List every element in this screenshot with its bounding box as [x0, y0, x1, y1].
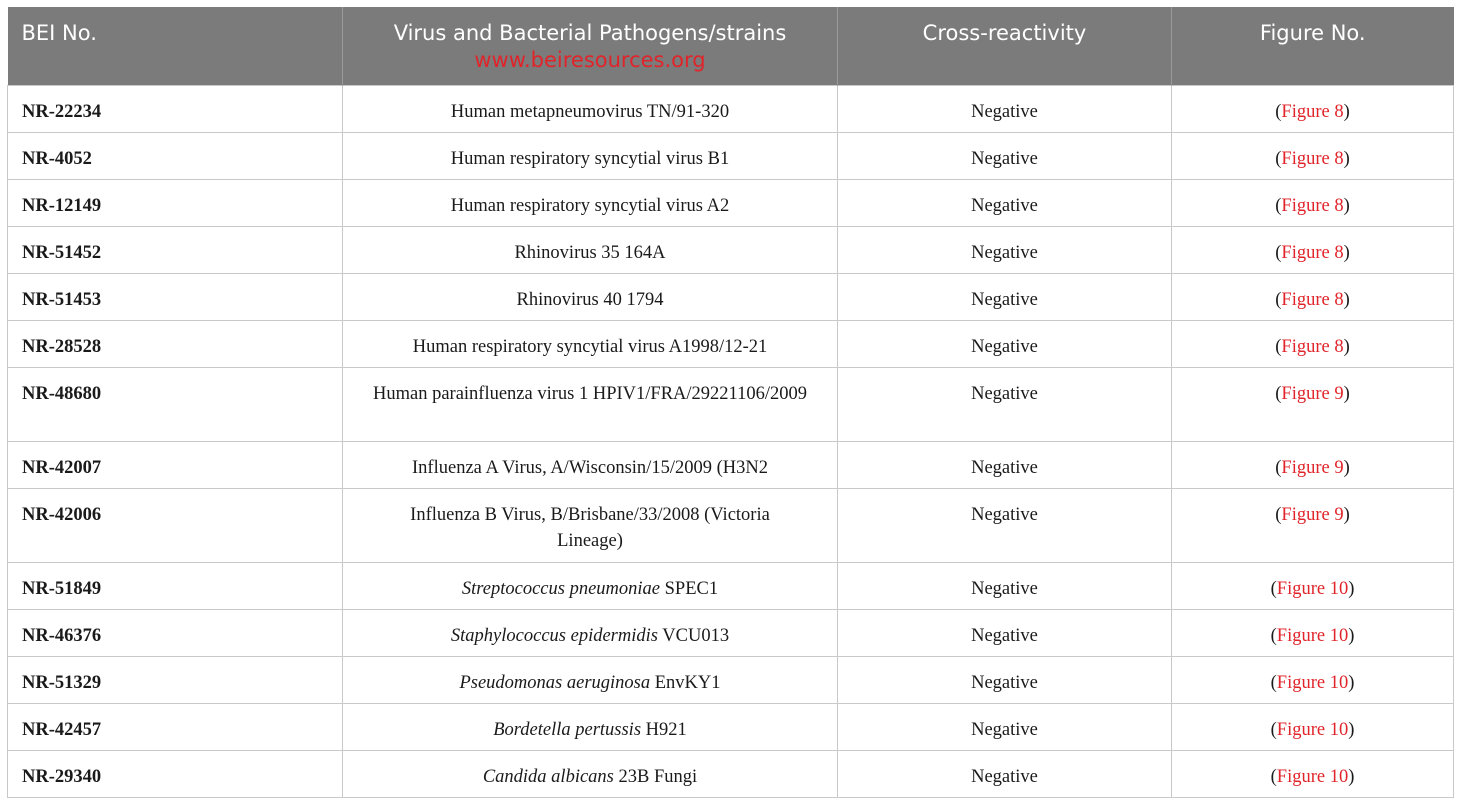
table-row [8, 656, 1454, 703]
table-row [8, 609, 1454, 656]
cell-cross-reactivity: Negative [838, 273, 1172, 320]
paren-open: ( [1275, 504, 1282, 525]
cell-bei-no: NR-48680 [8, 367, 343, 441]
paren-open: ( [1275, 148, 1282, 169]
paren-close: ) [1343, 383, 1350, 404]
header-figure-no: Figure No. [1172, 7, 1454, 85]
header-row [8, 7, 1454, 85]
cell-bei-no: NR-22234 [8, 85, 343, 132]
figure-link[interactable]: Figure 9 [1281, 383, 1344, 404]
cell-figure-no [1172, 562, 1454, 609]
header-bei-no: BEI No. [8, 7, 343, 85]
paren-close: ) [1348, 625, 1355, 646]
paren-open: ( [1270, 719, 1277, 740]
cell-figure-no [1172, 488, 1454, 562]
pathogen-strain: Human respiratory syncytial virus B1 [450, 148, 730, 169]
cell-cross-reactivity: Negative [838, 367, 1172, 441]
table-row [8, 85, 1454, 132]
cell-figure-no [1172, 132, 1454, 179]
pathogen-species: Streptococcus pneumoniae [461, 578, 661, 599]
figure-link[interactable]: Figure 10 [1276, 625, 1349, 646]
pathogen-strain: EnvKY1 [650, 672, 721, 693]
cell-pathogen [343, 226, 838, 273]
cell-figure-no [1172, 367, 1454, 441]
paren-open: ( [1275, 101, 1282, 122]
cell-pathogen [343, 320, 838, 367]
cell-cross-reactivity: Negative [838, 488, 1172, 562]
figure-link[interactable]: Figure 10 [1276, 672, 1349, 693]
paren-open: ( [1275, 195, 1282, 216]
cell-bei-no: NR-29340 [8, 750, 343, 797]
cell-pathogen [343, 85, 838, 132]
cell-pathogen [343, 273, 838, 320]
cross-reactivity-table [7, 7, 1454, 798]
table-row [8, 179, 1454, 226]
cell-bei-no: NR-42007 [8, 441, 343, 488]
cell-figure-no [1172, 656, 1454, 703]
figure-link[interactable]: Figure 8 [1281, 148, 1344, 169]
cell-cross-reactivity: Negative [838, 85, 1172, 132]
pathogen-species: Candida albicans [482, 766, 614, 787]
cell-cross-reactivity: Negative [838, 703, 1172, 750]
paren-open: ( [1275, 383, 1282, 404]
figure-link[interactable]: Figure 10 [1276, 719, 1349, 740]
pathogen-strain: H921 [641, 719, 687, 740]
paren-open: ( [1270, 578, 1277, 599]
cell-bei-no: NR-42006 [8, 488, 343, 562]
pathogen-strain: Human parainfluenza virus 1 HPIV1/FRA/29221106/2009 [372, 383, 807, 404]
table-row [8, 273, 1454, 320]
paren-close: ) [1348, 766, 1355, 787]
figure-link[interactable]: Figure 9 [1281, 457, 1344, 478]
figure-link[interactable]: Figure 10 [1276, 578, 1349, 599]
paren-close: ) [1343, 457, 1350, 478]
figure-link[interactable]: Figure 8 [1281, 101, 1344, 122]
cell-cross-reactivity: Negative [838, 750, 1172, 797]
pathogen-species: Bordetella pertussis [493, 719, 642, 740]
pathogen-strain: Rhinovirus 35 164A [514, 242, 666, 263]
pathogen-species: Staphylococcus epidermidis [450, 625, 658, 646]
cell-bei-no: NR-51849 [8, 562, 343, 609]
figure-link[interactable]: Figure 8 [1281, 336, 1344, 357]
paren-close: ) [1343, 289, 1350, 310]
cell-pathogen [343, 179, 838, 226]
pathogen-strain: Human metapneumovirus TN/91-320 [450, 101, 730, 122]
table-row [8, 703, 1454, 750]
pathogen-strain: SPEC1 [660, 578, 719, 599]
paren-open: ( [1275, 336, 1282, 357]
table-body [8, 85, 1454, 797]
paren-close: ) [1343, 336, 1350, 357]
cell-bei-no: NR-4052 [8, 132, 343, 179]
beiresources-link[interactable]: www.beiresources.org [474, 48, 706, 72]
header-cross-reactivity: Cross-reactivity [838, 7, 1172, 85]
cell-figure-no [1172, 85, 1454, 132]
table-row [8, 132, 1454, 179]
pathogen-species: Pseudomonas aeruginosa [459, 672, 651, 693]
pathogen-strain: Human respiratory syncytial virus A2 [450, 195, 730, 216]
pathogen-strain: Rhinovirus 40 1794 [516, 289, 664, 310]
table-row [8, 441, 1454, 488]
figure-link[interactable]: Figure 10 [1276, 766, 1349, 787]
cell-cross-reactivity: Negative [838, 656, 1172, 703]
paren-close: ) [1348, 719, 1355, 740]
paren-open: ( [1270, 625, 1277, 646]
cell-cross-reactivity: Negative [838, 226, 1172, 273]
cell-figure-no [1172, 441, 1454, 488]
paren-close: ) [1343, 101, 1350, 122]
table-row [8, 750, 1454, 797]
pathogen-strain: Influenza B Virus, B/Brisbane/33/2008 (Victoria Lineage) [410, 504, 775, 551]
paren-open: ( [1275, 242, 1282, 263]
cell-pathogen [343, 441, 838, 488]
cell-figure-no [1172, 273, 1454, 320]
cell-cross-reactivity: Negative [838, 609, 1172, 656]
table-header [8, 7, 1454, 85]
cell-figure-no [1172, 226, 1454, 273]
cell-pathogen [343, 562, 838, 609]
pathogen-strain: VCU013 [657, 625, 730, 646]
cell-figure-no [1172, 750, 1454, 797]
table-row [8, 226, 1454, 273]
cell-cross-reactivity: Negative [838, 562, 1172, 609]
figure-link[interactable]: Figure 8 [1281, 242, 1344, 263]
pathogen-strain: Human respiratory syncytial virus A1998/12-21 [412, 336, 768, 357]
cell-bei-no: NR-42457 [8, 703, 343, 750]
header-pathogens: Virus and Bacterial Pathogens/strains www.beiresources.org [343, 7, 838, 85]
cell-pathogen [343, 656, 838, 703]
figure-link[interactable]: Figure 8 [1281, 195, 1344, 216]
cell-bei-no: NR-51453 [8, 273, 343, 320]
cell-pathogen [343, 609, 838, 656]
cell-figure-no [1172, 179, 1454, 226]
figure-link[interactable]: Figure 9 [1281, 504, 1344, 525]
table-row [8, 488, 1454, 562]
cell-pathogen [343, 367, 838, 441]
cell-pathogen [343, 750, 838, 797]
paren-close: ) [1343, 504, 1350, 525]
paren-open: ( [1270, 766, 1277, 787]
cell-cross-reactivity: Negative [838, 320, 1172, 367]
paren-open: ( [1270, 672, 1277, 693]
cell-pathogen [343, 488, 838, 562]
paren-close: ) [1343, 148, 1350, 169]
cell-cross-reactivity: Negative [838, 441, 1172, 488]
cell-figure-no [1172, 609, 1454, 656]
cell-cross-reactivity: Negative [838, 132, 1172, 179]
paren-open: ( [1275, 457, 1282, 478]
cell-bei-no: NR-51329 [8, 656, 343, 703]
paren-close: ) [1348, 578, 1355, 599]
pathogen-strain: Influenza A Virus, A/Wisconsin/15/2009 (H3N2 [412, 457, 768, 478]
cell-cross-reactivity: Negative [838, 179, 1172, 226]
cell-figure-no [1172, 703, 1454, 750]
cell-bei-no: NR-12149 [8, 179, 343, 226]
cell-figure-no [1172, 320, 1454, 367]
paren-close: ) [1343, 195, 1350, 216]
paren-close: ) [1348, 672, 1355, 693]
pathogen-strain: 23B Fungi [613, 766, 698, 787]
cell-bei-no: NR-28528 [8, 320, 343, 367]
table-row [8, 562, 1454, 609]
cell-bei-no: NR-51452 [8, 226, 343, 273]
cell-pathogen [343, 132, 838, 179]
table-row [8, 320, 1454, 367]
figure-link[interactable]: Figure 8 [1281, 289, 1344, 310]
paren-close: ) [1343, 242, 1350, 263]
paren-open: ( [1275, 289, 1282, 310]
cell-pathogen [343, 703, 838, 750]
table-row [8, 367, 1454, 441]
cell-bei-no: NR-46376 [8, 609, 343, 656]
